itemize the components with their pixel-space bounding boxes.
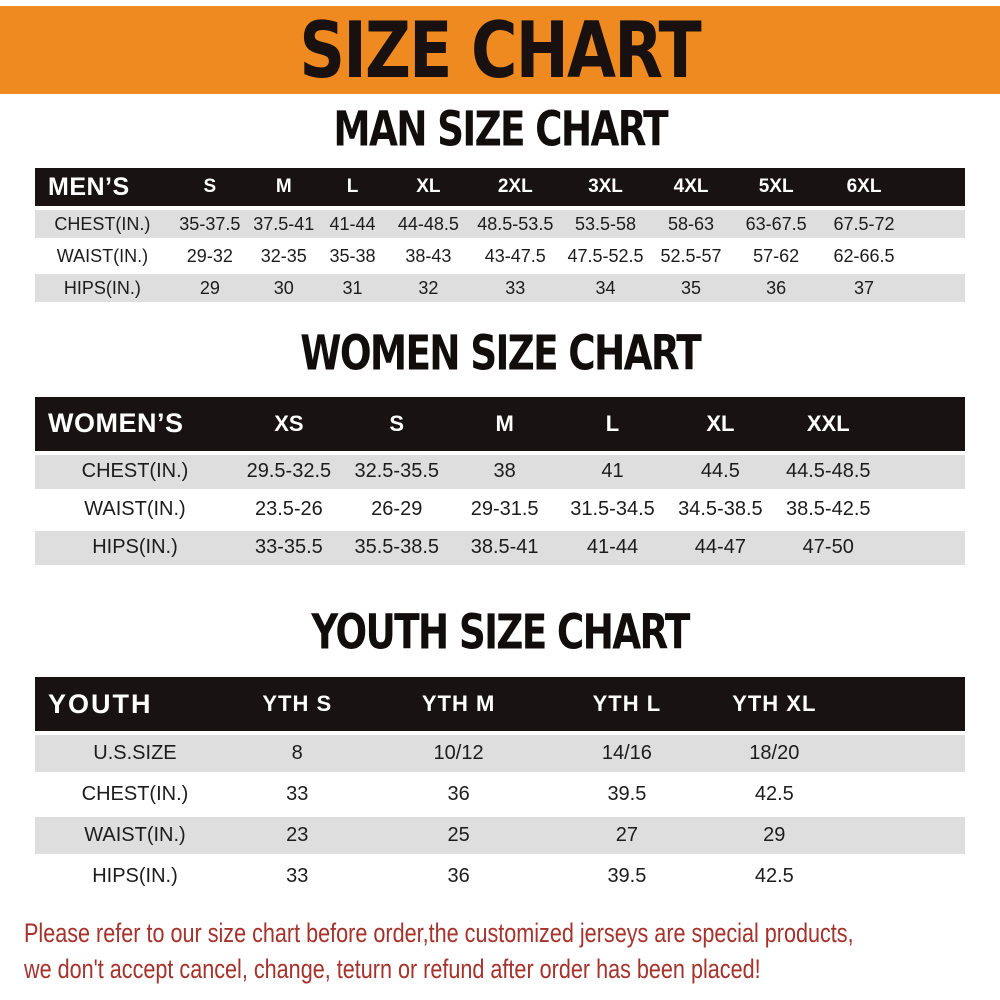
header-filler [882, 397, 965, 451]
size-value: 18/20 [696, 735, 852, 772]
size-column-header: XL [666, 397, 774, 451]
size-value: 29-32 [170, 242, 250, 270]
row-filler [908, 274, 965, 302]
row-label: HIPS(IN.) [35, 858, 235, 895]
row-filler [852, 776, 965, 813]
size-column-header: XS [235, 397, 343, 451]
size-value: 42.5 [696, 858, 852, 895]
size-value: 63-67.5 [732, 210, 819, 238]
size-value: 32.5-35.5 [343, 455, 451, 489]
size-value: 53.5-58 [561, 210, 649, 238]
row-label: WAIST(IN.) [35, 493, 235, 527]
size-value: 23 [235, 817, 360, 854]
size-value: 38-43 [387, 242, 469, 270]
size-column-header: S [343, 397, 451, 451]
disclaimer-line-1-wrap [24, 915, 1000, 951]
size-value: 58-63 [650, 210, 733, 238]
header-row [35, 397, 965, 451]
size-value: 44.5-48.5 [774, 455, 882, 489]
row-label: HIPS(IN.) [35, 531, 235, 565]
header-row [35, 168, 965, 206]
size-value: 35.5-38.5 [343, 531, 451, 565]
measurement-row [35, 858, 965, 895]
men-section-title [0, 101, 1000, 158]
measurement-row [35, 242, 965, 270]
size-column-header: L [559, 397, 667, 451]
row-label: CHEST(IN.) [35, 455, 235, 489]
size-value: 62-66.5 [820, 242, 908, 270]
table-title-cell: YOUTH [35, 677, 235, 731]
size-value: 36 [360, 858, 558, 895]
youth-section [0, 604, 1000, 899]
size-value: 36 [732, 274, 819, 302]
size-value: 32-35 [250, 242, 318, 270]
size-value: 33 [235, 776, 360, 813]
size-value: 14/16 [558, 735, 697, 772]
row-filler [882, 493, 965, 527]
youth-size-table [35, 673, 965, 899]
size-value: 27 [558, 817, 697, 854]
size-value: 35 [650, 274, 733, 302]
size-value: 29.5-32.5 [235, 455, 343, 489]
measurement-row [35, 776, 965, 813]
header-filler [908, 168, 965, 206]
size-value: 37 [820, 274, 908, 302]
size-column-header: YTH M [360, 677, 558, 731]
header-filler [852, 677, 965, 731]
size-value: 67.5-72 [820, 210, 908, 238]
size-column-header: YTH XL [696, 677, 852, 731]
row-label: CHEST(IN.) [35, 776, 235, 813]
size-value: 35-37.5 [170, 210, 250, 238]
size-value: 33 [469, 274, 561, 302]
row-filler [882, 455, 965, 489]
size-value: 8 [235, 735, 360, 772]
size-chart-banner [0, 6, 1000, 94]
size-value: 44.5 [666, 455, 774, 489]
size-value: 34.5-38.5 [666, 493, 774, 527]
measurement-row [35, 455, 965, 489]
row-label: CHEST(IN.) [35, 210, 170, 238]
size-column-header: YTH L [558, 677, 697, 731]
size-value: 29 [170, 274, 250, 302]
size-value: 48.5-53.5 [469, 210, 561, 238]
table-title-cell: WOMEN’S [35, 397, 235, 451]
size-value: 44-48.5 [387, 210, 469, 238]
size-value: 37.5-41 [250, 210, 318, 238]
size-value: 52.5-57 [650, 242, 733, 270]
women-section [0, 325, 1000, 568]
size-column-header: 4XL [650, 168, 733, 206]
size-value: 38 [451, 455, 559, 489]
disclaimer [24, 915, 1000, 987]
size-value: 47.5-52.5 [561, 242, 649, 270]
size-value: 39.5 [558, 858, 697, 895]
measurement-row [35, 735, 965, 772]
row-filler [882, 531, 965, 565]
size-value: 33-35.5 [235, 531, 343, 565]
size-value: 34 [561, 274, 649, 302]
size-value: 41-44 [559, 531, 667, 565]
size-column-header: 5XL [732, 168, 819, 206]
size-value: 44-47 [666, 531, 774, 565]
size-column-header: M [451, 397, 559, 451]
size-value: 26-29 [343, 493, 451, 527]
row-filler [908, 242, 965, 270]
header-row [35, 677, 965, 731]
women-size-table [35, 393, 965, 569]
size-value: 31.5-34.5 [559, 493, 667, 527]
size-value: 32 [387, 274, 469, 302]
size-value: 29-31.5 [451, 493, 559, 527]
size-column-header: 2XL [469, 168, 561, 206]
row-label: WAIST(IN.) [35, 817, 235, 854]
women-section-title-text: WOMEN SIZE CHART [300, 325, 700, 382]
size-value: 30 [250, 274, 318, 302]
size-value: 39.5 [558, 776, 697, 813]
size-value: 29 [696, 817, 852, 854]
size-value: 10/12 [360, 735, 558, 772]
size-value: 33 [235, 858, 360, 895]
size-value: 38.5-42.5 [774, 493, 882, 527]
size-value: 41 [559, 455, 667, 489]
size-value: 36 [360, 776, 558, 813]
measurement-row [35, 817, 965, 854]
disclaimer-line-1: Please refer to our size chart before order,the customized jerseys are special products, [24, 918, 854, 949]
size-value: 35-38 [318, 242, 388, 270]
measurement-row [35, 531, 965, 565]
size-column-header: M [250, 168, 318, 206]
measurement-row [35, 274, 965, 302]
row-filler [852, 858, 965, 895]
measurement-row [35, 210, 965, 238]
disclaimer-line-2-wrap [24, 951, 1000, 987]
row-label: U.S.SIZE [35, 735, 235, 772]
banner-title: SIZE CHART [299, 4, 701, 96]
men-size-table [35, 164, 965, 306]
size-column-header: L [318, 168, 388, 206]
size-column-header: 3XL [561, 168, 649, 206]
women-section-title [0, 325, 1000, 382]
size-value: 23.5-26 [235, 493, 343, 527]
youth-section-title [0, 604, 1000, 661]
size-value: 31 [318, 274, 388, 302]
disclaimer-line-2: we don't accept cancel, change, teturn or refund after order has been placed! [24, 954, 761, 985]
youth-section-title-text: YOUTH SIZE CHART [311, 604, 689, 661]
men-section-title-text: MAN SIZE CHART [333, 101, 667, 158]
size-column-header: S [170, 168, 250, 206]
size-value: 41-44 [318, 210, 388, 238]
size-value: 42.5 [696, 776, 852, 813]
size-column-header: XL [387, 168, 469, 206]
men-section [0, 101, 1000, 306]
size-value: 57-62 [732, 242, 819, 270]
measurement-row [35, 493, 965, 527]
size-column-header: XXL [774, 397, 882, 451]
size-column-header: 6XL [820, 168, 908, 206]
size-value: 43-47.5 [469, 242, 561, 270]
size-value: 25 [360, 817, 558, 854]
row-filler [852, 817, 965, 854]
row-filler [908, 210, 965, 238]
table-title-cell: MEN’S [35, 168, 170, 206]
row-filler [852, 735, 965, 772]
size-value: 38.5-41 [451, 531, 559, 565]
row-label: HIPS(IN.) [35, 274, 170, 302]
size-column-header: YTH S [235, 677, 360, 731]
row-label: WAIST(IN.) [35, 242, 170, 270]
size-value: 47-50 [774, 531, 882, 565]
